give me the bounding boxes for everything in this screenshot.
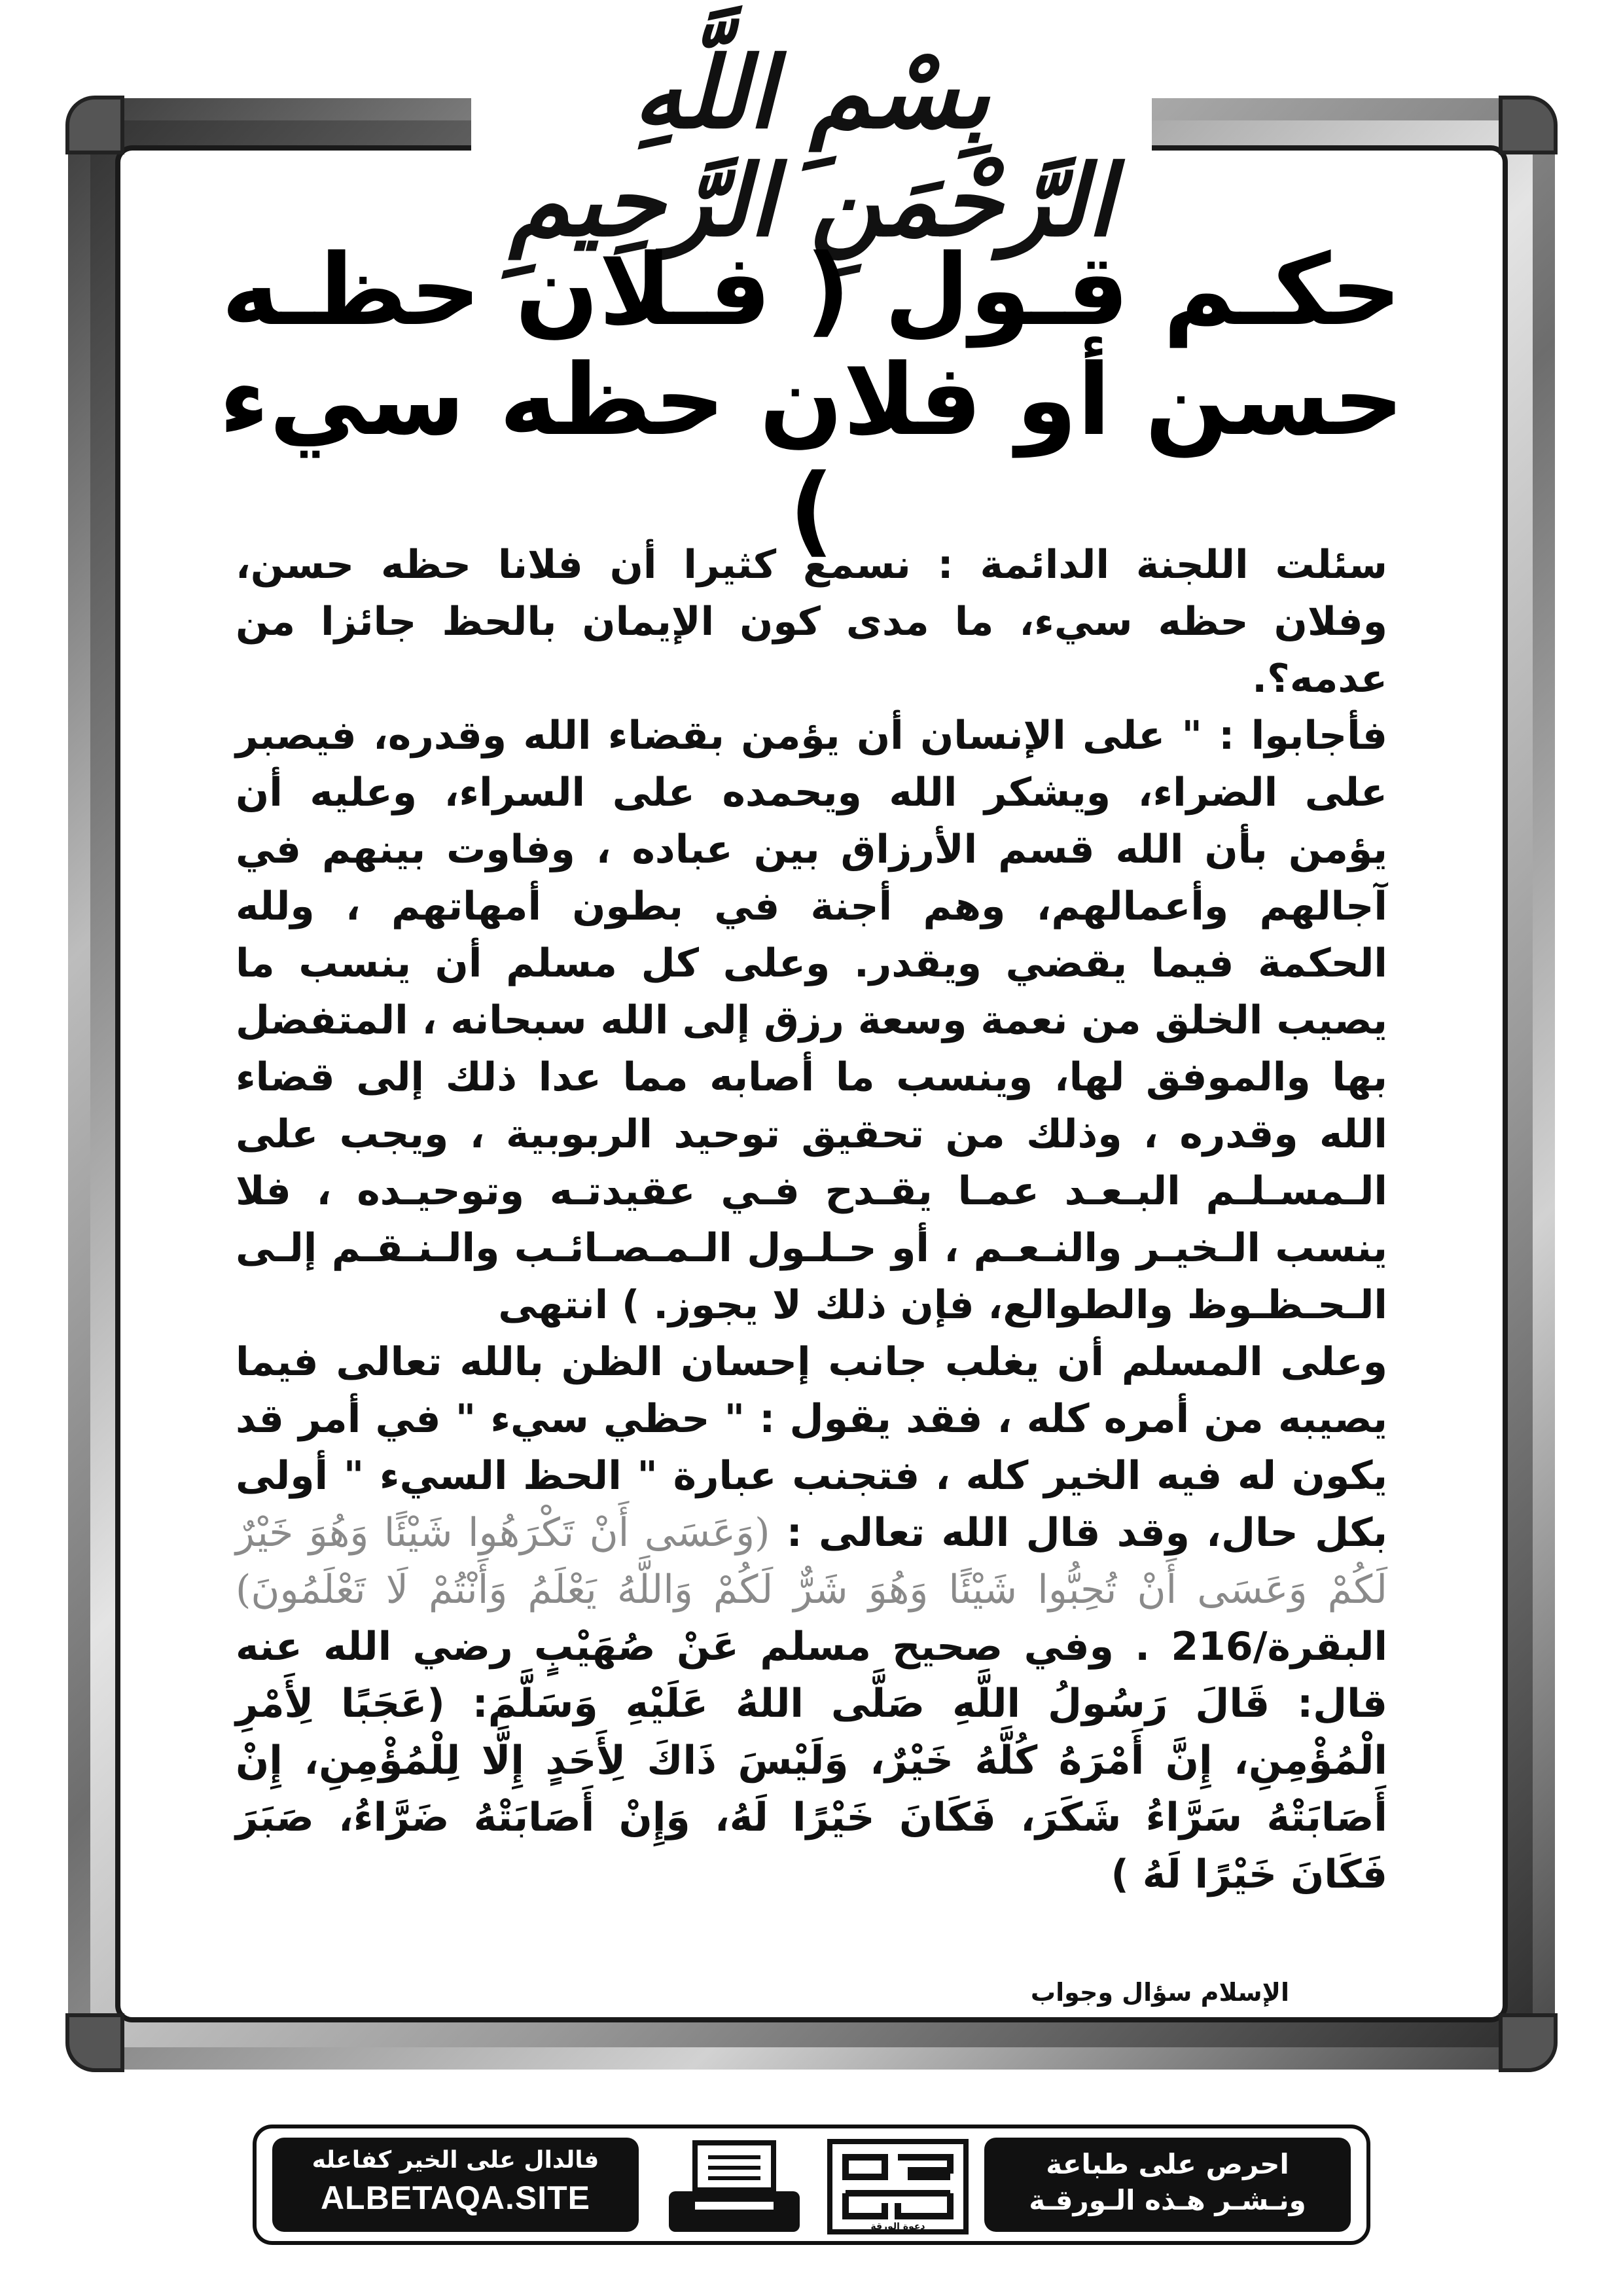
question-paragraph: سئلت اللجنة الدائمة : نسمع كثيرا أن فلانا حظه حسن، وفلان حظه سيء، ما مدى كون الإيمان بالحظ جائزا من عدمه؟. xyxy=(236,542,1387,702)
answer-paragraph: فأجابوا : " على الإنسان أن يؤمن بقضاء الله وقدره، فيصبر على الضراء، ويشكر الله ويحمده على السراء، وعليه أن يؤمن بأن الله قسم الأرزاق بين عباده ، وفاوت بينهم في آجالهم وأعمالهم، وهم أجنة في بطون أمهاتهم ، ولله الحكمة فيما يقضي ويقدر. وعلى كل مسلم أن ينسب ما يصيب الخلق من نعمة وسعة رزق إلى الله سبحانه ، المتفضل بها والموفق لها، وينسب ما أصابه مما عدا ذلك إلى قضاء الله وقدره ، وذلك من تحقيق توحيد الربوبية ، ويجب على الـمسـلـم البـعـد عمـا يقـدح فـي عقيدتـه وتوحيـده ، فلا ينسب الـخيـر والنـعـم ، أو حـلـول الـمـصـائـب والـنـقـم إلـى الـحـظـوظ والطوالع، فإن ذلك لا يجوز. ) انتهى xyxy=(236,713,1387,1328)
title-line-2: حسن أو فلان حظه سيء ) xyxy=(219,344,1404,567)
page-title xyxy=(196,236,1427,565)
advice-text: وعلى المسلم أن يغلب جانب إحسان الظن بالله تعالى فيما يصيبه من أمره كله ، فقد يقول : " حظي سيء " في أمر قد يكون له فيه الخير كله ، فتجنب عبارة " الحظ السيء " أولى بكل حال، وقد قال الله تعالى : xyxy=(236,1339,1387,1556)
title-line-1: حكـم قـول ( فـلان حظـه xyxy=(221,234,1402,348)
dawah-logo xyxy=(826,2138,970,2236)
hadith-text: وفي صحيح مسلم عَنْ صُهَيْبٍ رضي الله عنه قال: قَالَ رَسُولُ اللَّهِ صَلَّى اللهُ عَلَيْهِ وَسَلَّمَ: (عَجَبًا لِأَمْرِ الْمُؤْمِنِ، إِنَّ أَمْرَهُ كُلَّهُ خَيْرٌ، وَلَيْسَ ذَاكَ لِأَحَدٍ إِلَّا لِلْمُؤْمِنِ، إِنْ أَصَابَتْهُ سَرَّاءُ شَكَرَ، فَكَانَ خَيْرًا لَهُ، وَإِنْ أَصَابَتْهُ ضَرَّاءُ، صَبَرَ فَكَانَ خَيْرًا لَهُ ) xyxy=(236,1624,1387,1897)
frame-corner-ornament xyxy=(1499,2013,1558,2072)
basmala-calligraphy: بِسْمِ اللَّهِ الرَّحْمَنِ الرَّحِيمِ xyxy=(509,35,1114,259)
website-link[interactable]: ALBETAQA.SITE xyxy=(320,2179,591,2216)
frame-corner-ornament xyxy=(1499,96,1558,154)
print-reminder-line-1: احرص على طباعة xyxy=(1046,2148,1289,2180)
printer-icon xyxy=(662,2139,806,2237)
frame-corner-ornament xyxy=(65,2013,124,2072)
footer-bar xyxy=(253,2125,1370,2245)
print-reminder-badge xyxy=(984,2138,1351,2232)
logo-text: دعوة الورقة xyxy=(870,2221,925,2232)
frame-corner-ornament xyxy=(65,96,124,154)
print-reminder-line-2: ونـشـر هـذه الـورقـة xyxy=(1029,2184,1306,2216)
source-attribution: الإسلام سؤال وجواب xyxy=(1030,1978,1289,2007)
website-slogan: فالدال على الخير كفاعله xyxy=(312,2147,599,2174)
verse-reference: البقرة/216 . xyxy=(1135,1624,1388,1670)
advice-paragraph xyxy=(236,1334,1387,1903)
quran-verse: (وَعَسَى أَنْ تَكْرَهُوا شَيْئًا وَهُوَ خَيْرٌ لَكُمْ وَعَسَى أَنْ تُحِبُّوا شَيْئًا وَهُوَ شَرٌّ لَكُمْ وَاللَّهُ يَعْلَمُ وَأَنْتُمْ لَا تَعْلَمُونَ) xyxy=(236,1510,1387,1613)
article-body xyxy=(236,537,1387,1903)
website-badge[interactable] xyxy=(272,2138,639,2232)
